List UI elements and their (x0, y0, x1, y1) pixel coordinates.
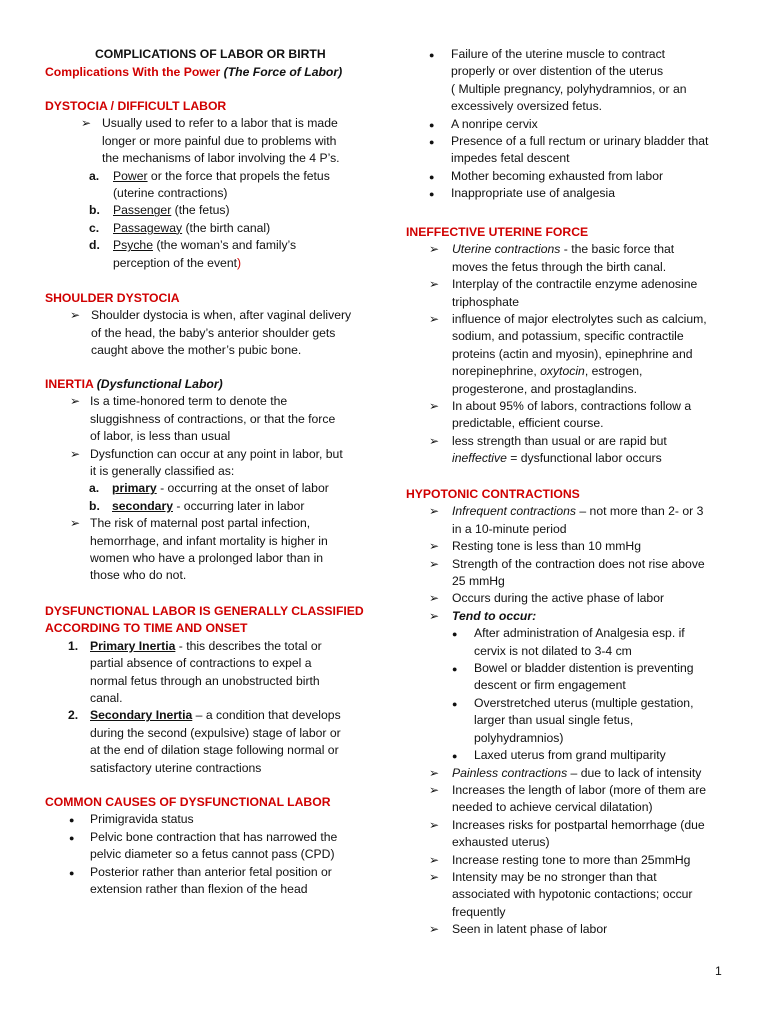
inertia-heading (45, 376, 375, 393)
arrow-icon: ➢ (429, 556, 440, 571)
cause-line: impedes fetal descent (451, 151, 570, 166)
hypotonic-item (406, 921, 756, 938)
item-text: Strength of the contraction does not rise above (452, 556, 705, 571)
item-text: Interplay of the contractile enzyme adenosine (452, 277, 698, 292)
tend-item (406, 625, 756, 660)
item-text: - the basic force that (560, 242, 675, 257)
tend-item (406, 747, 756, 764)
item-text: – due to lack of intensity (567, 765, 702, 780)
arrow-icon: ➢ (429, 782, 440, 797)
hypotonic-item (406, 782, 756, 817)
page-title: COMPLICATIONS OF LABOR OR BIRTH (95, 47, 326, 61)
shoulder-line: Shoulder dystocia is when, after vaginal delivery (91, 308, 352, 323)
item-text: triphosphate (452, 294, 520, 309)
item-text: (the woman’s and family’s (152, 238, 297, 253)
bullet-icon: ● (452, 664, 458, 675)
term-painless-contractions: Painless contractions (452, 765, 568, 780)
page-number: 1 (715, 964, 722, 978)
inertia-line: Dysfunction can occur at any point in labor, but (90, 446, 343, 461)
arrow-icon: ➢ (70, 446, 81, 461)
cause-item (406, 46, 756, 116)
item-text: less strength than usual or are rapid but (452, 433, 667, 448)
item-text: , estrogen, (584, 364, 643, 379)
ineffective-heading: INEFFECTIVE UTERINE FORCE (406, 225, 589, 239)
dystocia-intro-line: Usually used to refer to a labor that is made (102, 116, 338, 131)
item-text: (the birth canal) (182, 220, 271, 235)
arrow-icon: ➢ (70, 308, 81, 323)
ineffective-item (406, 241, 756, 276)
ineffective-item (406, 433, 756, 468)
cause-item (406, 116, 756, 133)
dystocia-intro-line: the mechanisms of labor involving the 4 P’s. (102, 151, 340, 166)
term-uterine-contractions: Uterine contractions (452, 242, 561, 257)
item-text: in a 10-minute period (452, 521, 567, 536)
item-text: or the force that propels the fetus (147, 168, 330, 183)
term-primary: primary (112, 481, 157, 496)
item-text: progesterone, and prostaglandins. (452, 381, 637, 396)
item-text: Occurs during the active phase of labor (452, 591, 665, 606)
item-text: – a condition that develops (192, 708, 341, 723)
item-text: partial absence of contractions to expel a (90, 656, 312, 671)
classified-item-primary (45, 638, 380, 708)
term-passenger: Passenger (113, 203, 172, 218)
arrow-icon: ➢ (429, 765, 440, 780)
cause-line: Primigravida status (90, 812, 194, 827)
causes-heading: COMMON CAUSES OF DYSFUNCTIONAL LABOR (45, 795, 331, 809)
hypotonic-heading: HYPOTONIC CONTRACTIONS (406, 487, 580, 501)
arrow-icon: ➢ (429, 591, 440, 606)
term-infrequent-contractions: Infrequent contractions (452, 504, 576, 519)
cause-line: Posterior rather than anterior fetal position or (90, 864, 332, 879)
arrow-icon: ➢ (70, 394, 81, 409)
section-common-causes-continued (406, 46, 756, 203)
item-text: Overstretched uterus (multiple gestation, (474, 695, 694, 710)
dystocia-intro (45, 115, 375, 167)
item-text: In about 95% of labors, contractions follow a (452, 399, 692, 414)
item-text: (the fetus) (171, 203, 230, 218)
list-item-psyche (45, 237, 375, 272)
hypotonic-item (406, 852, 756, 869)
classified-item-secondary (45, 707, 380, 777)
shoulder-item (45, 307, 375, 359)
inertia-line: those who do not. (90, 568, 187, 583)
hypotonic-item (406, 590, 756, 607)
inertia-point (45, 393, 375, 445)
hypotonic-item (406, 556, 756, 591)
hypotonic-item (406, 869, 756, 921)
list-marker: 1. (68, 638, 79, 653)
inertia-line: Is a time-honored term to denote the (90, 394, 288, 409)
item-text: Seen in latent phase of labor (452, 922, 608, 937)
item-text: associated with hypotonic contactions; occur (452, 887, 693, 902)
list-item-passenger (45, 202, 375, 219)
section-common-causes (45, 794, 380, 898)
item-text: - occurring at the onset of labor (156, 481, 329, 496)
item-text: Resting tone is less than 10 mmHg (452, 539, 641, 554)
item-text: satisfactory uterine contractions (90, 760, 262, 775)
list-marker: a. (89, 168, 100, 183)
inertia-line: hemorrhage, and infant mortality is higher in (90, 533, 328, 548)
inertia-line: The risk of maternal post partal infection, (90, 516, 311, 531)
inertia-line: of labor, is less than usual (90, 429, 231, 444)
arrow-icon: ➢ (429, 399, 440, 414)
term-secondary: secondary (112, 498, 173, 513)
cause-item (406, 168, 756, 185)
item-text: 25 mmHg (452, 574, 505, 589)
inertia-point (45, 446, 375, 481)
item-text: during the second (expulsive) stage of labor or (90, 725, 341, 740)
term-passageway: Passageway (113, 220, 183, 235)
classified-heading-line: ACCORDING TO TIME AND ONSET (45, 621, 248, 636)
list-marker: a. (89, 481, 100, 496)
cause-line: ( Multiple pregnancy, polyhydramnios, or an (451, 81, 687, 96)
arrow-icon: ➢ (429, 504, 440, 519)
term-psyche: Psyche (113, 238, 153, 253)
item-text: proteins (actin and myosin), epinephrine and (452, 346, 693, 361)
cause-line: extension rather than flexion of the head (90, 882, 308, 897)
term-secondary-inertia: Secondary Inertia (90, 708, 193, 723)
arrow-icon: ➢ (429, 277, 440, 292)
item-text: sodium, and potassium, specific contractile (452, 329, 684, 344)
item-text: predictable, efficient course. (452, 416, 604, 431)
item-text: exhausted uterus) (452, 835, 550, 850)
cause-line: Failure of the uterine muscle to contract (451, 47, 666, 61)
inertia-sub-primary (45, 480, 375, 497)
bullet-icon: ● (452, 629, 458, 640)
section-ineffective-force (406, 224, 756, 468)
inertia-heading-paren: (Dysfunctional Labor) (96, 377, 223, 391)
inertia-line: sluggishness of contractions, or that the force (90, 411, 336, 426)
cause-item (45, 829, 380, 864)
arrow-icon: ➢ (429, 539, 440, 554)
term-primary-inertia: Primary Inertia (90, 638, 176, 653)
arrow-icon: ➢ (429, 869, 440, 884)
item-text: frequently (452, 904, 506, 919)
page-subtitle (45, 64, 342, 81)
shoulder-line: of the head, the baby’s anterior shoulder gets (91, 325, 336, 340)
item-text: Laxed uterus from grand multiparity (474, 748, 666, 763)
item-text: After administration of Analgesia esp. if (474, 626, 685, 641)
dystocia-intro-line: longer or more painful due to problems with (102, 133, 337, 148)
bullet-icon: ● (69, 815, 75, 826)
item-text: moves the fetus through the birth canal. (452, 259, 667, 274)
bullet-icon: ● (69, 867, 75, 878)
item-text: influence of major electrolytes such as calcium, (452, 312, 707, 327)
cause-item (45, 864, 380, 899)
item-text: - this describes the total or (175, 638, 322, 653)
bullet-icon: ● (452, 698, 458, 709)
item-text: - occurring later in labor (172, 498, 305, 513)
cause-item (45, 811, 380, 828)
bullet-icon: ● (429, 50, 435, 60)
inertia-line: it is generally classified as: (90, 464, 235, 479)
tend-to-occur-label: Tend to occur: (452, 608, 537, 623)
cause-line: A nonripe cervix (451, 116, 538, 131)
term-oxytocin: oxytocin (540, 364, 585, 379)
ineffective-item (406, 311, 756, 398)
arrow-icon: ➢ (429, 242, 440, 257)
list-marker: 2. (68, 708, 79, 723)
section-hypotonic (406, 486, 756, 939)
list-marker: d. (89, 238, 100, 253)
shoulder-heading: SHOULDER DYSTOCIA (45, 291, 180, 305)
cause-line: properly or over distention of the uterus (451, 64, 664, 79)
bullet-icon: ● (429, 189, 435, 200)
section-classified (45, 603, 380, 777)
arrow-icon: ➢ (429, 817, 440, 832)
item-text: norepinephrine, (452, 364, 541, 379)
hypotonic-item (406, 817, 756, 852)
hypotonic-item (406, 538, 756, 555)
cause-line: Pelvic bone contraction that has narrowed the (90, 829, 338, 844)
item-text: Increases the length of labor (more of them are (452, 782, 707, 797)
inertia-sub-secondary (45, 498, 375, 515)
cause-line: Mother becoming exhausted from labor (451, 168, 664, 183)
item-text: canal. (90, 691, 123, 706)
item-text: (uterine contractions) (113, 186, 228, 201)
list-item-passageway (45, 220, 375, 237)
ineffective-item (406, 276, 756, 311)
bullet-icon: ● (452, 751, 458, 762)
cause-item (406, 185, 756, 202)
tend-item (406, 695, 756, 747)
cause-line: pelvic diameter so a fetus cannot pass (CPD) (90, 847, 335, 862)
arrow-icon: ➢ (429, 312, 440, 327)
list-item-power (45, 168, 375, 203)
item-text: larger than usual single fetus, (474, 713, 634, 728)
section-dystocia (45, 98, 375, 272)
cause-item (406, 133, 756, 168)
inertia-line: women who have a prolonged labor than in (90, 551, 324, 566)
term-power: Power (113, 168, 148, 183)
arrow-icon: ➢ (429, 852, 440, 867)
ineffective-item (406, 398, 756, 433)
bullet-icon: ● (429, 137, 435, 148)
arrow-icon: ➢ (429, 922, 440, 937)
item-text: Increases risks for postpartal hemorrhage (due (452, 817, 705, 832)
item-text: descent or firm engagement (474, 678, 626, 693)
item-text: Intensity may be no stronger than that (452, 869, 657, 884)
item-text: cervix is not dilated to 3-4 cm (474, 643, 632, 658)
term-ineffective: ineffective (452, 451, 507, 466)
hypotonic-item (406, 503, 756, 538)
section-inertia (45, 376, 375, 585)
section-shoulder-dystocia (45, 290, 375, 360)
item-text: at the end of dilation stage following normal or (90, 743, 339, 758)
bullet-icon: ● (429, 171, 435, 182)
inertia-heading-main: INERTIA (45, 377, 94, 391)
shoulder-line: caught above the mother’s pubic bone. (91, 343, 302, 358)
dystocia-heading: DYSTOCIA / DIFFICULT LABOR (45, 99, 227, 113)
item-text: – not more than 2- or 3 (575, 504, 704, 519)
item-text: = dysfunctional labor occurs (506, 451, 662, 466)
item-text: needed to achieve cervical dilatation) (452, 800, 653, 815)
item-text: Increase resting tone to more than 25mmHg (452, 852, 691, 867)
classified-heading-line: DYSFUNCTIONAL LABOR IS GENERALLY CLASSIFIED (45, 604, 364, 618)
item-text: normal fetus through an unobstructed birth (90, 673, 320, 688)
item-text: ) (237, 255, 242, 270)
hypotonic-item (406, 608, 756, 625)
item-text: Bowel or bladder distention is preventing (474, 661, 694, 676)
arrow-icon: ➢ (429, 433, 440, 448)
cause-line: Inappropriate use of analgesia (451, 186, 615, 201)
subtitle-main: Complications With the Power (45, 65, 221, 79)
inertia-point (45, 515, 375, 585)
list-marker: b. (89, 203, 100, 218)
cause-line: excessively oversized fetus. (451, 99, 603, 114)
arrow-icon: ➢ (70, 516, 81, 531)
cause-line: Presence of a full rectum or urinary bladder that (451, 134, 709, 149)
tend-item (406, 660, 756, 695)
arrow-icon: ➢ (429, 608, 440, 623)
item-text: perception of the event (113, 255, 237, 270)
list-marker: b. (89, 498, 100, 513)
hypotonic-item (406, 765, 756, 782)
subtitle-paren: (The Force of Labor) (223, 65, 343, 79)
list-marker: c. (89, 220, 100, 235)
bullet-icon: ● (429, 119, 435, 130)
bullet-icon: ● (69, 832, 75, 843)
item-text: polyhydramnios) (474, 730, 564, 745)
arrow-icon: ➢ (81, 116, 92, 131)
